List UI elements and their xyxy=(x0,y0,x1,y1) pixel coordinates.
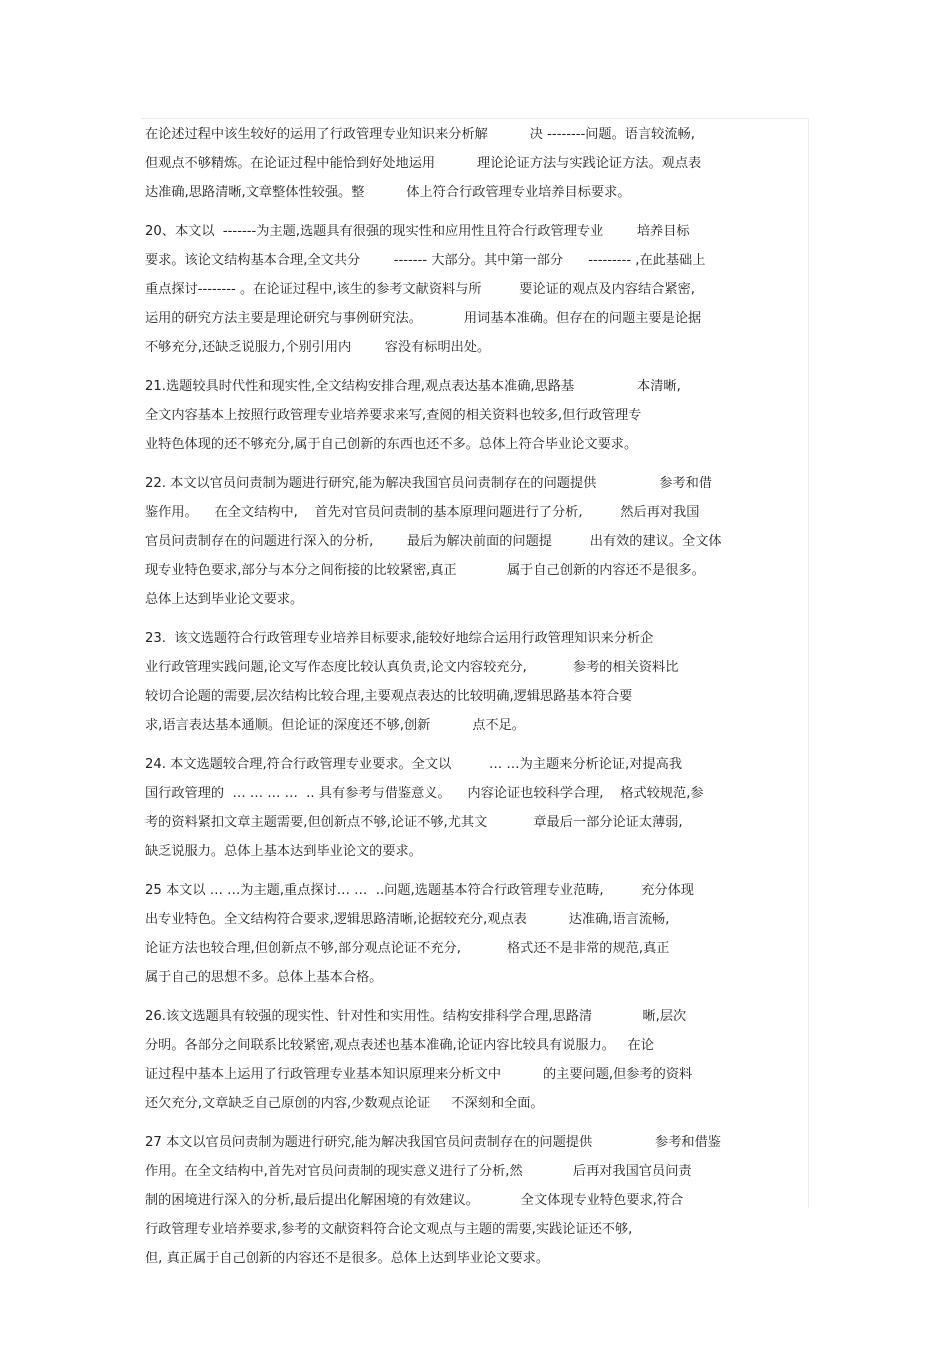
document-body xyxy=(145,120,805,1283)
text-line: 业特色体现的还不够充分,属于自己创新的东西也还不多。总体上符合毕业论文要求。 xyxy=(145,437,638,452)
paragraph xyxy=(145,876,805,992)
text-line: 运用的研究方法主要是理论研究与事例研究法。 用词基本准确。但存在的问题主要是论据 xyxy=(145,311,702,326)
text-line: 总体上达到毕业论文要求。 xyxy=(145,592,304,607)
text-line: 要求。该论文结构基本合理,全文共分 ------- 大部分。其中第一部分 --------- ,在此基础上 xyxy=(145,253,706,268)
text-line: 26.该文选题具有较强的现实性、针对性和实用性。结构安排科学合理,思路清 晰,层次 xyxy=(145,1009,687,1024)
text-line: 考的资料紧扣文章主题需要,但创新点不够,论证不够,尤其文 章最后一部分论证太薄弱, xyxy=(145,815,683,830)
text-line: 21.选题较具时代性和现实性,全文结构安排合理,观点表达基本准确,思路基 本清晰, xyxy=(145,379,681,394)
text-line: 制的困境进行深入的分析,最后提出化解困境的有效建议。 全文体现专业特色要求,符合 xyxy=(145,1193,684,1208)
text-line: 属于自己的思想不多。总体上基本合格。 xyxy=(145,970,383,985)
text-line: 27 本文以官员问责制为题进行研究,能为解决我国官员问责制存在的问题提供 参考和借鉴 xyxy=(145,1135,721,1150)
paragraph xyxy=(145,217,805,362)
text-line: 24. 本文选题较合理,符合行政管理专业要求。全文以 … …为主题来分析论证,对提高我 xyxy=(145,757,683,772)
paragraph xyxy=(145,1002,805,1118)
text-line: 25 本文以 … …为主题,重点探讨… … ..问题,选题基本符合行政管理专业范畴, 充分体现 xyxy=(145,883,694,898)
text-line: 22. 本文以官员问责制为题进行研究,能为解决我国官员问责制存在的问题提供 参考和借 xyxy=(145,476,712,491)
text-line: 重点探讨-------- 。在论证过程中,该生的参考文献资料与所 要论证的观点及内容结合紧密, xyxy=(145,282,695,297)
paragraph xyxy=(145,624,805,740)
text-line: 分明。各部分之间联系比较紧密,观点表述也基本准确,论证内容比较具有说服力。 在论 xyxy=(145,1038,654,1053)
paragraph xyxy=(145,120,805,207)
text-line: 出专业特色。全文结构符合要求,逻辑思路清晰,论据较充分,观点表 达准确,语言流畅, xyxy=(145,912,670,927)
text-line: 在论述过程中该生较好的运用了行政管理专业知识来分析解 决 --------问题。语言较流畅, xyxy=(145,127,695,142)
text-line: 求,语言表达基本通顺。但论证的深度还不够,创新 点不足。 xyxy=(145,718,525,733)
paragraph xyxy=(145,1128,805,1273)
text-line: 国行政管理的 … … … … .. 具有参考与借鉴意义。 内容论证也较科学合理, 格式较规范,参 xyxy=(145,786,704,801)
text-line: 但, 真正属于自己创新的内容还不是很多。总体上达到毕业论文要求。 xyxy=(145,1251,550,1266)
text-line: 缺乏说服力。总体上基本达到毕业论文的要求。 xyxy=(145,844,422,859)
paragraph xyxy=(145,372,805,459)
text-line: 达准确,思路清晰,文章整体性较强。整 体上符合行政管理专业培养目标要求。 xyxy=(145,185,631,200)
text-line: 现专业特色要求,部分与本分之间衔接的比较紧密,真正 属于自己创新的内容还不是很多。 xyxy=(145,563,705,578)
text-line: 作用。在全文结构中,首先对官员问责制的现实意义进行了分析,然 后再对我国官员问责 xyxy=(145,1164,692,1179)
text-line: 23. 该文选题符合行政管理专业培养目标要求,能较好地综合运用行政管理知识来分析企 xyxy=(145,631,654,646)
paragraph xyxy=(145,750,805,866)
text-line: 官员问责制存在的问题进行深入的分析, 最后为解决前面的问题提 出有效的建议。全文体 xyxy=(145,534,722,549)
text-line: 不够充分,还缺乏说服力,个别引用内 容没有标明出处。 xyxy=(145,340,491,355)
text-line: 较切合论题的需要,层次结构比较合理,主要观点表达的比较明确,逻辑思路基本符合要 xyxy=(145,689,633,704)
text-line: 证过程中基本上运用了行政管理专业基本知识原理来分析文中 的主要问题,但参考的资料 xyxy=(145,1067,693,1082)
text-line: 但观点不够精炼。在论证过程中能恰到好处地运用 理论论证方法与实践论证方法。观点表 xyxy=(145,156,702,171)
text-line: 鉴作用。 在全文结构中, 首先对官员问责制的基本原理问题进行了分析, 然后再对我国 xyxy=(145,505,700,520)
text-line: 论证方法也较合理,但创新点不够,部分观点论证不充分, 格式还不是非常的规范,真正 xyxy=(145,941,670,956)
text-line: 业行政管理实践问题,论文写作态度比较认真负责,论文内容较充分, 参考的相关资料比 xyxy=(145,660,679,675)
text-line: 行政管理专业培养要求,参考的文献资料符合论文观点与主题的需要,实践论证还不够, xyxy=(145,1222,633,1237)
paragraph xyxy=(145,469,805,614)
text-line: 20、本文以 -------为主题,选题具有很强的现实性和应用性且符合行政管理专业 培养目标 xyxy=(145,224,690,239)
text-line: 还欠充分,文章缺乏自己原创的内容,少数观点论证 不深刻和全面。 xyxy=(145,1096,544,1111)
text-line: 全文内容基本上按照行政管理专业培养要求来写,查阅的相关资料也较多,但行政管理专 xyxy=(145,408,642,423)
